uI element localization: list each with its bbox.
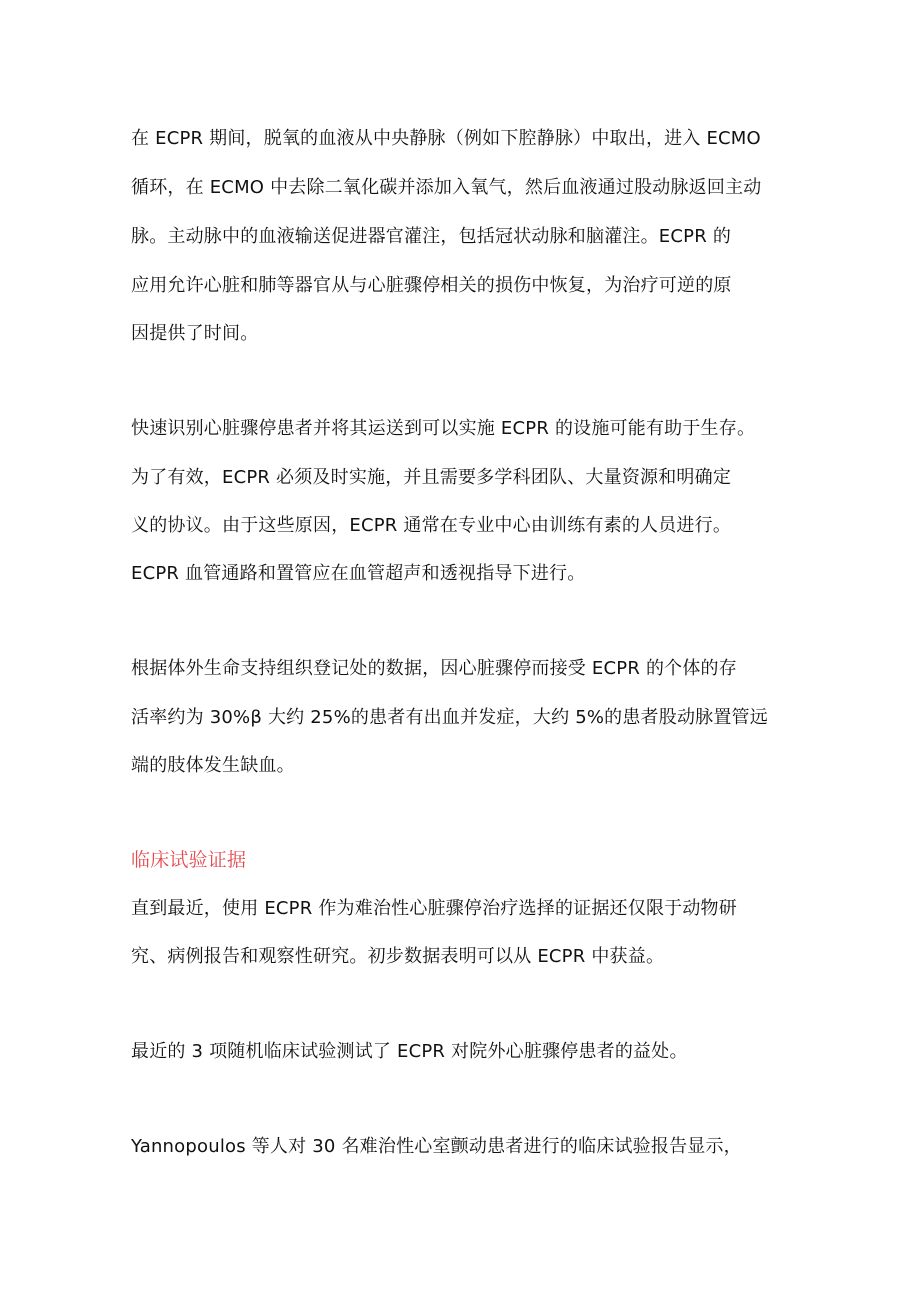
paragraph-line: 最近的 3 项随机临床试验测试了 ECPR 对院外心脏骤停患者的益处。: [131, 1041, 688, 1062]
paragraph-line: 循环，在 ECMO 中去除二氧化碳并添加入氧气，然后血液通过股动脉返回主动: [131, 177, 762, 198]
paragraph-line: 在 ECPR 期间，脱氧的血液从中央静脉（例如下腔静脉）中取出，进入 ECMO: [131, 128, 761, 149]
paragraph-line: 应用允许心脏和肺等器官从与心脏骤停相关的损伤中恢复，为治疗可逆的原: [131, 275, 732, 296]
paragraph-line: 究、病例报告和观察性研究。初步数据表明可以从 ECPR 中获益。: [131, 946, 665, 967]
paragraph-line: 直到最近，使用 ECPR 作为难治性心脏骤停治疗选择的证据还仅限于动物研: [131, 898, 737, 919]
paragraph-line: 为了有效，ECPR 必须及时实施，并且需要多学科团队、大量资源和明确定: [131, 467, 732, 488]
paragraph-line: 根据体外生命支持组织登记处的数据，因心脏骤停而接受 ECPR 的个体的存: [131, 658, 737, 679]
paragraph-line: Yannopoulos 等人对 30 名难治性心室颤动患者进行的临床试验报告显示，: [131, 1136, 742, 1157]
paragraph-line: 脉。主动脉中的血液输送促进器官灌注，包括冠状动脉和脑灌注。ECPR 的: [131, 226, 732, 247]
section-heading: 临床试验证据: [131, 849, 247, 871]
paragraph-line: 活率约为 30%β 大约 25%的患者有出血并发症，大约 5%的患者股动脉置管远: [131, 707, 768, 728]
paragraph-line: 因提供了时间。: [131, 323, 259, 344]
paragraph-line: 快速识别心脏骤停患者并将其运送到可以实施 ECPR 的设施可能有助于生存。: [131, 418, 756, 439]
paragraph-line: 端的肢体发生缺血。: [131, 755, 295, 776]
paragraph-line: 义的协议。由于这些原因，ECPR 通常在专业中心由训练有素的人员进行。: [131, 515, 732, 536]
paragraph-line: ECPR 血管通路和置管应在血管超声和透视指导下进行。: [131, 563, 586, 584]
